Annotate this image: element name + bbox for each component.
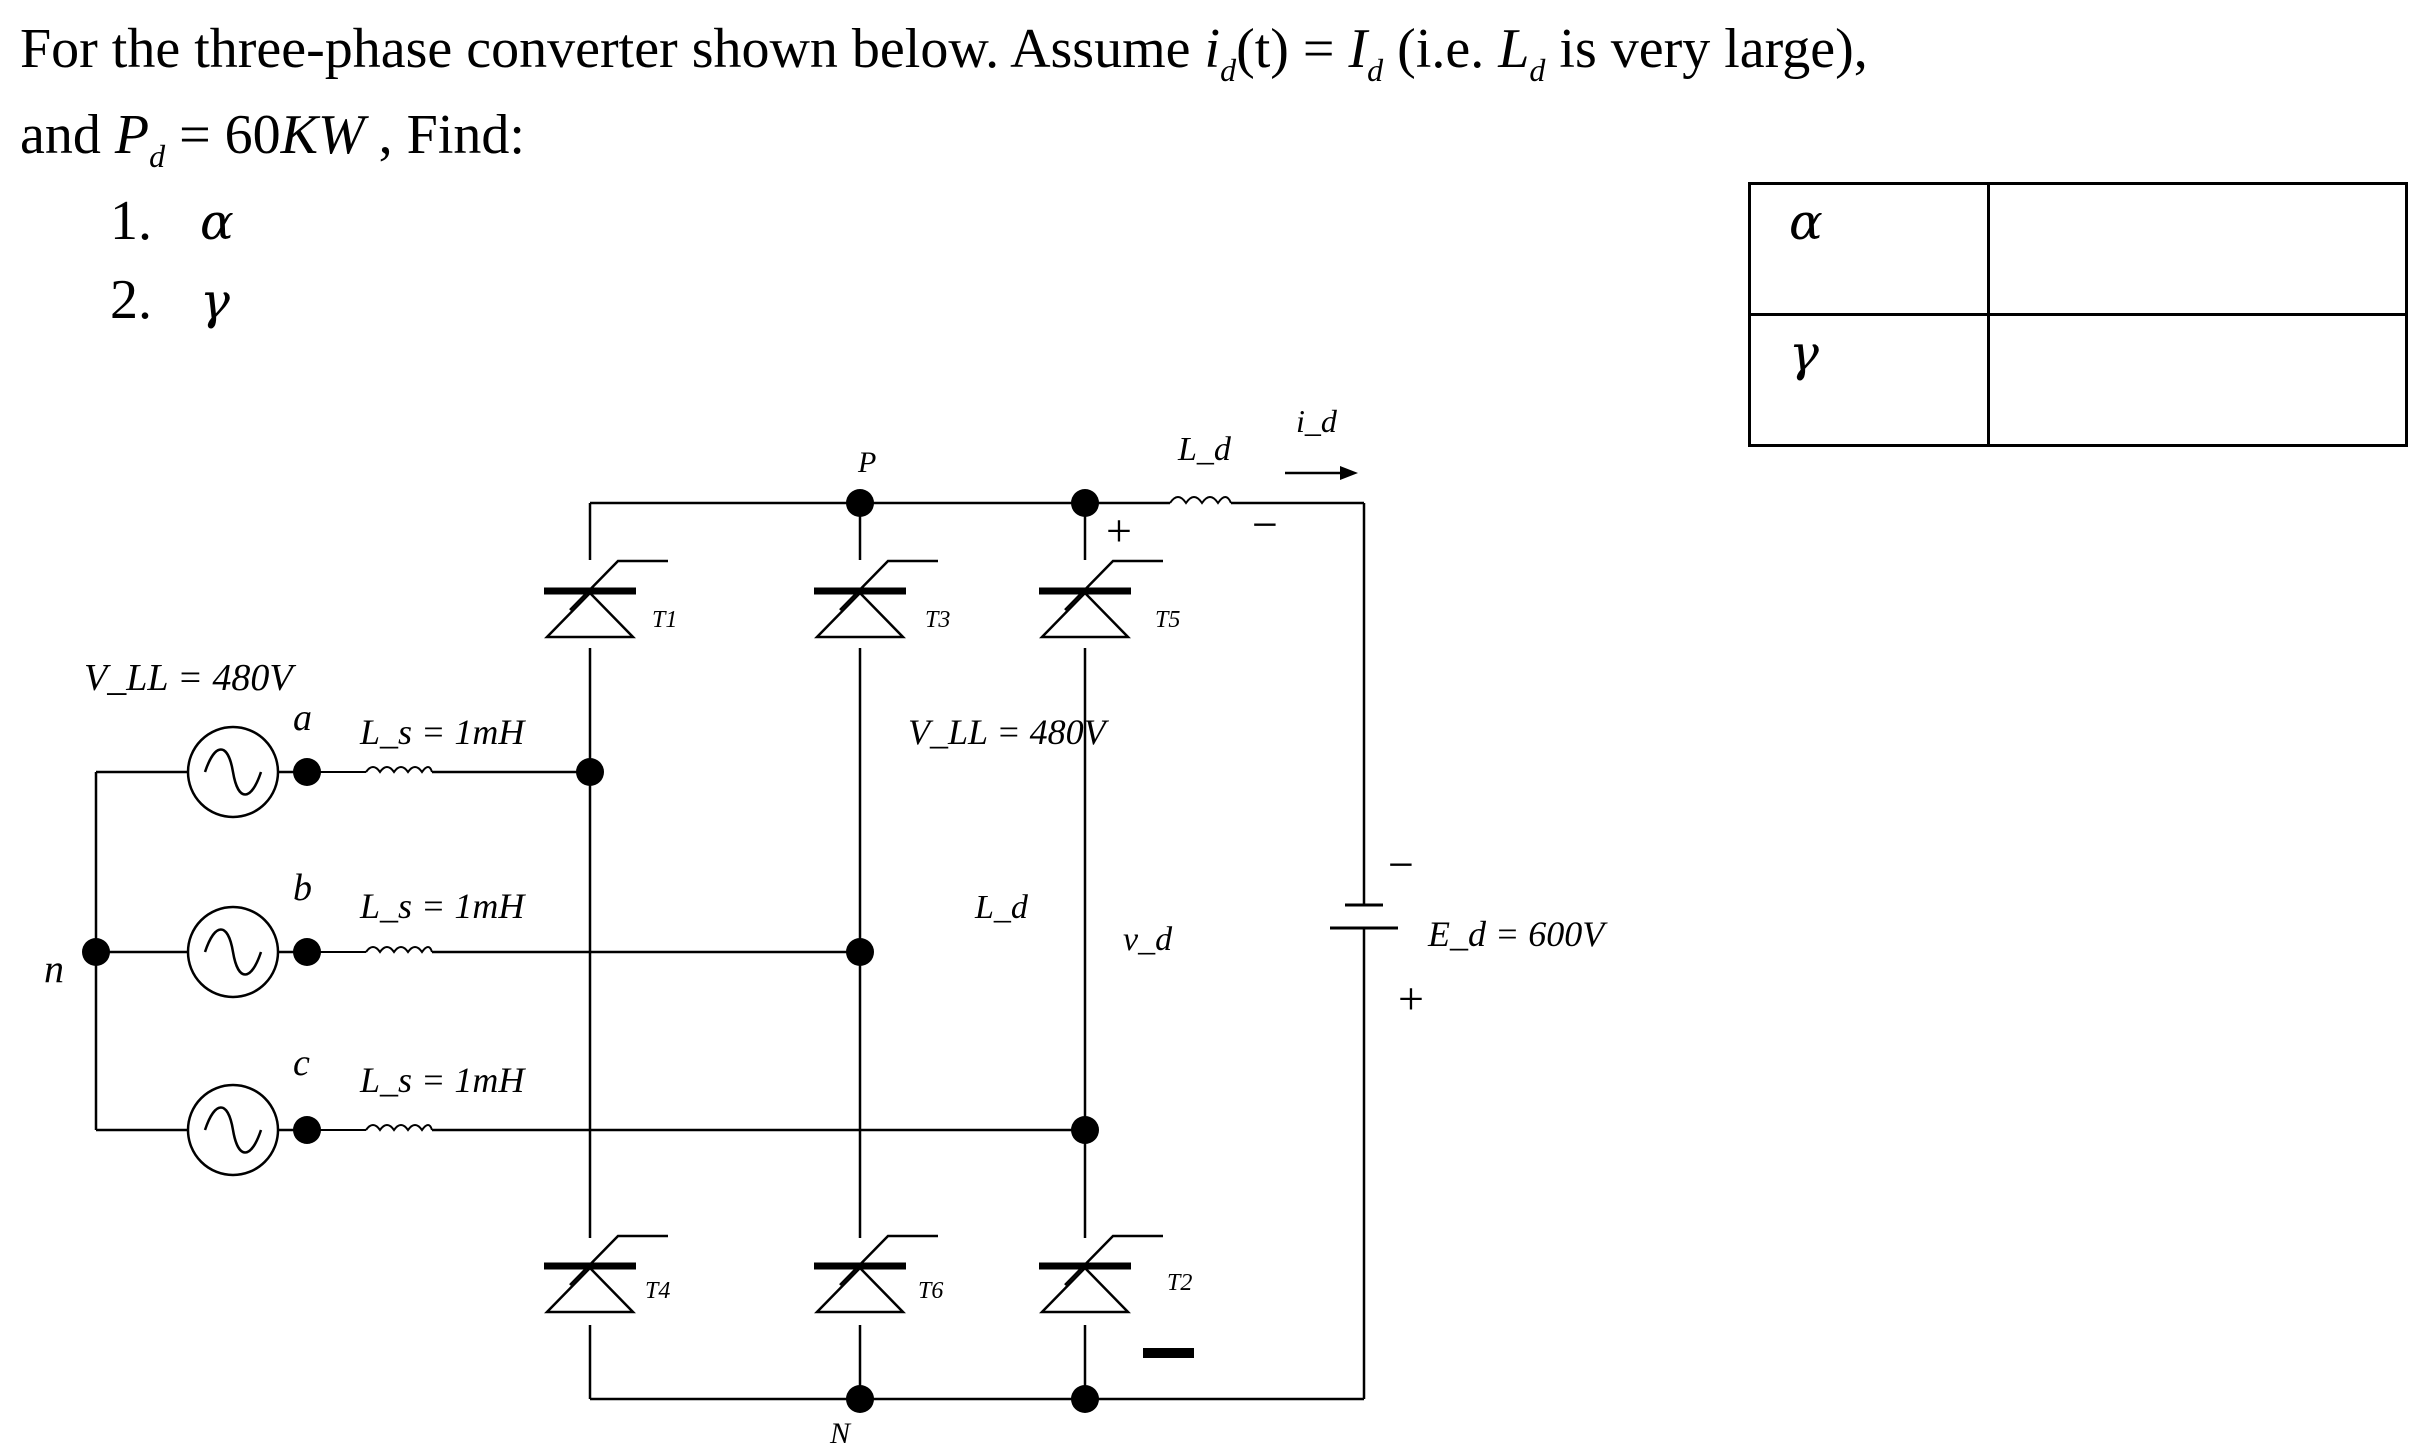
thyristor-t3: [814, 561, 938, 637]
label-node-p: P: [858, 446, 877, 479]
label-t2: T2: [1167, 1270, 1193, 1296]
label-ld-top: L_d: [1178, 431, 1231, 468]
label-plus-battery: +: [1398, 973, 1424, 1024]
label-minus-top: −: [1252, 499, 1278, 550]
subscript: d: [1220, 52, 1237, 88]
label-t5: T5: [1155, 607, 1181, 633]
inductor-ls-c: [308, 1125, 432, 1130]
symbol-Ld: L: [1498, 18, 1530, 80]
answer-label-alpha: α: [1750, 184, 1989, 315]
label-inductor-ls-a: L_s = 1mH: [360, 712, 525, 752]
problem-text: , Find:: [364, 104, 525, 166]
symbol-id: i: [1204, 18, 1221, 80]
label-minus-battery: −: [1388, 839, 1414, 890]
label-vll-mid: V_LL = 480V: [908, 712, 1106, 752]
label-t1: T1: [652, 607, 678, 633]
subscript: d: [1529, 52, 1546, 88]
problem-text: For the three-phase converter shown below. Assume: [20, 18, 1205, 80]
label-t4: T4: [645, 1278, 671, 1304]
label-phase-a: a: [293, 697, 312, 739]
problem-text: is very large),: [1545, 18, 1868, 80]
ac-source-c: [188, 1085, 278, 1175]
thyristor-t5: [1039, 561, 1163, 637]
label-node-n: N: [830, 1417, 851, 1446]
item-symbol: α: [200, 193, 234, 251]
unit-kw: KW: [280, 104, 365, 166]
inductor-ls-b: [308, 947, 432, 952]
label-current-id: i_d: [1296, 403, 1337, 439]
label-t6: T6: [918, 1278, 944, 1304]
ac-source-b: [188, 907, 278, 997]
problem-text: and: [20, 104, 115, 166]
label-phase-b: b: [293, 867, 312, 909]
inductor-ld: [1170, 497, 1231, 503]
symbol-Id: I: [1348, 18, 1368, 80]
problem-text: (t) =: [1236, 18, 1349, 80]
label-ed: E_d = 600V: [1428, 914, 1605, 954]
current-arrow-id: [1285, 466, 1358, 480]
battery-ed: [1330, 905, 1398, 928]
problem-text: (i.e.: [1383, 18, 1499, 80]
subscript: d: [149, 138, 166, 174]
label-inductor-ls-c: L_s = 1mH: [360, 1060, 525, 1100]
inductor-ls-a: [308, 767, 432, 772]
label-vd: v_d: [1123, 921, 1173, 958]
label-ld-mid: L_d: [975, 889, 1028, 926]
item-number: 2.: [110, 269, 152, 331]
thyristor-t2: [1039, 1236, 1163, 1312]
item-symbol: γ: [200, 272, 230, 330]
circuit-wires: [96, 503, 1364, 1399]
subscript: d: [1367, 52, 1384, 88]
label-t3: T3: [925, 607, 951, 633]
thyristor-t1: [544, 561, 668, 637]
minus-bar-bottom: [1143, 1348, 1194, 1358]
label-source-voltage: V_LL = 480V: [84, 657, 293, 699]
item-number: 1.: [110, 190, 152, 252]
label-phase-c: c: [293, 1042, 310, 1084]
answer-label-gamma: γ: [1750, 315, 1989, 446]
label-neutral-n: n: [44, 946, 64, 991]
label-plus-top: +: [1106, 505, 1132, 556]
label-inductor-ls-b: L_s = 1mH: [360, 886, 525, 926]
ac-source-a: [188, 727, 278, 817]
symbol-Pd: P: [114, 104, 150, 166]
problem-text: = 60: [165, 104, 281, 166]
